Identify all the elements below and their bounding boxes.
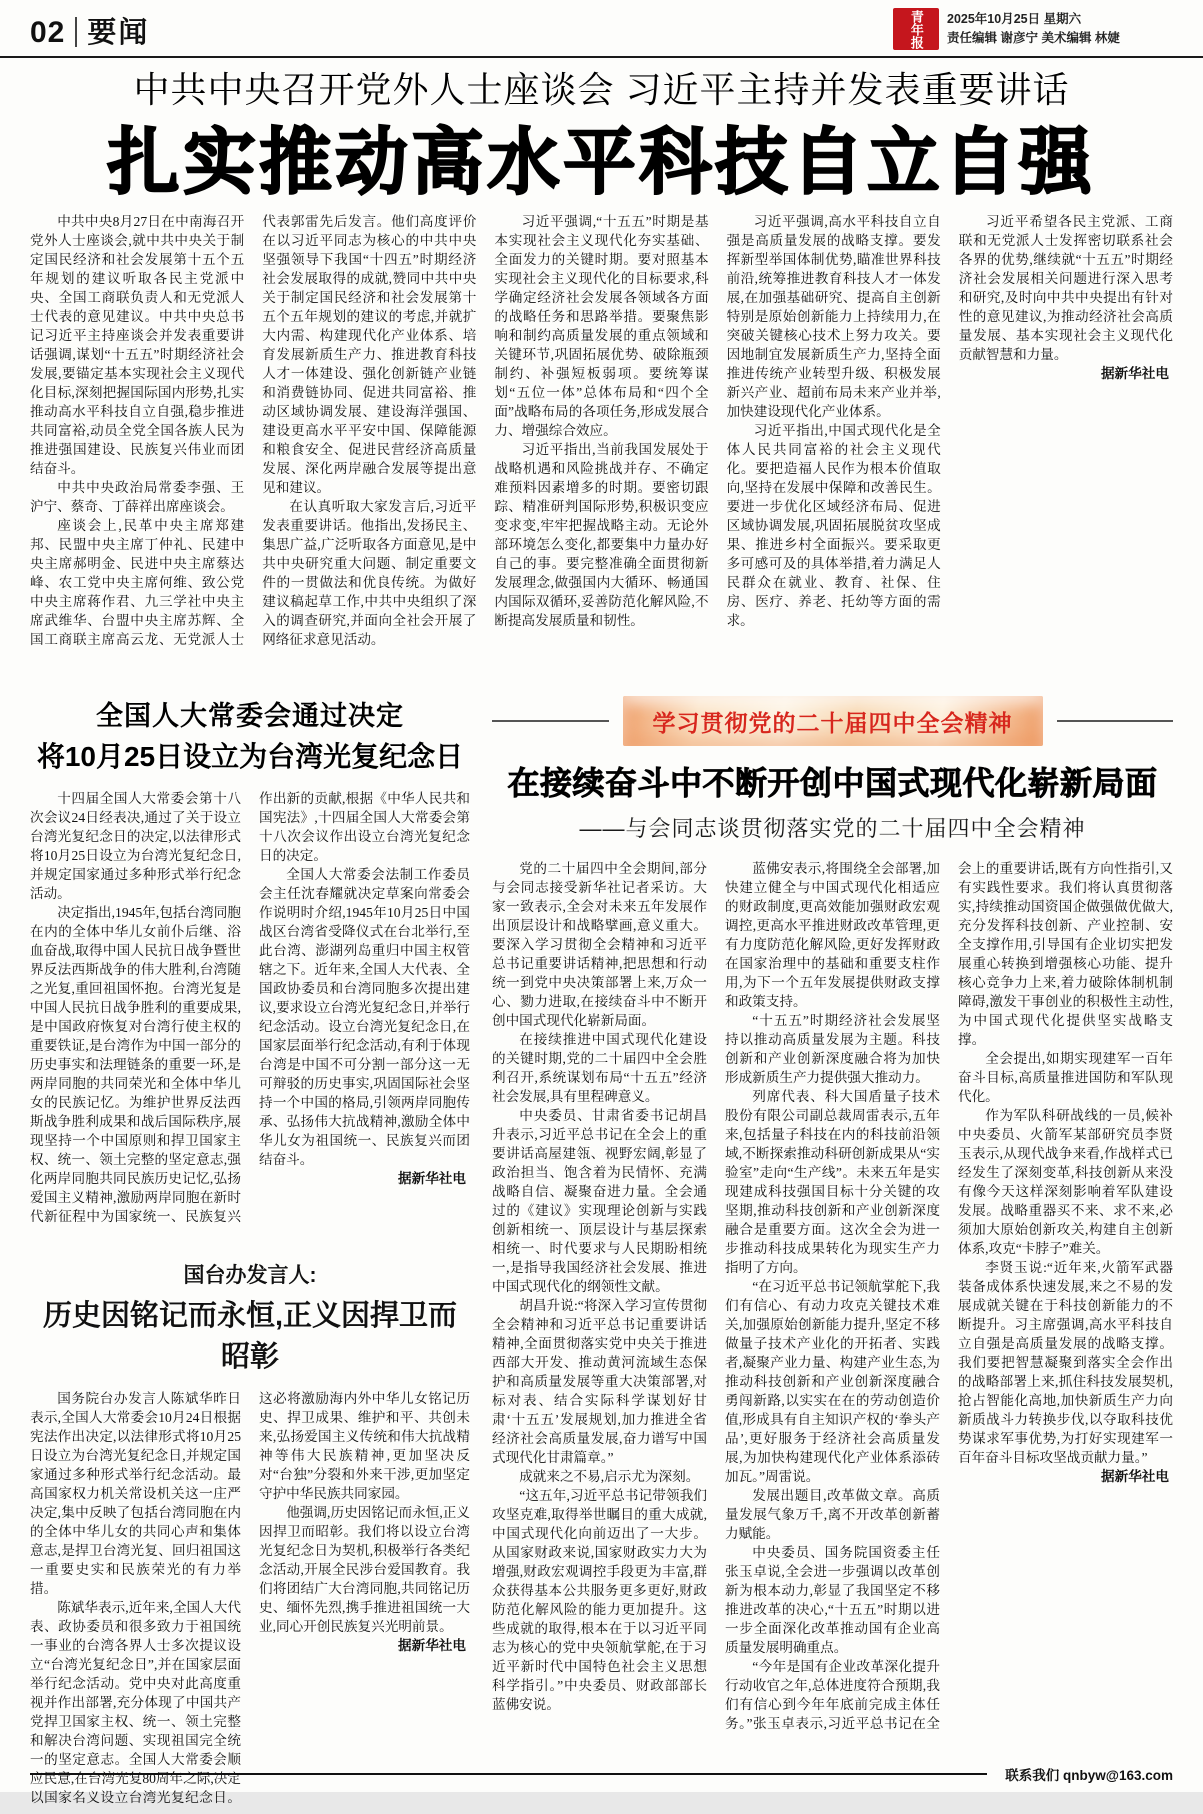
lead-article-headline: 扎实推动高水平科技自立自强 (107, 123, 1096, 203)
paragraph: 中共中央政治局常委李强、王沪宁、蔡奇、丁薛祥出席座谈会。 (30, 480, 245, 514)
plenum-article-headline: 在接续奋斗中不断开创中国式现代化崭新局面 (507, 765, 1158, 801)
tao-article-headline: 历史因铭记而永恒,正义因捍卫而昭彰 (42, 1300, 458, 1373)
page-header-right (893, 8, 1120, 50)
paragraph: 党的二十届四中全会期间,部分与会同志接受新华社记者采访。大家一致表示,全会对未来五年发展作出顶层设计和战略擘画,意义重大。要深入学习贯彻全会精神和习近平总书记重要讲话精神,把思想和行动统一到党中央决策部署上来,万众一心、勠力进取,在接续奋斗中不断开创中国式现代化崭新局面。 (492, 861, 707, 1028)
paragraph: 决定指出,1945年,包括台湾同胞在内的全体中华儿女前仆后继、浴血奋战,取得中国人民抗日战争暨世界反法西斯战争的伟大胜利,台湾随之光复,重回祖国怀抱。台湾光复是中国人民抗日战争胜利的重要成果,是中国政府恢复对台湾行使主权的重要铁证,是台湾作为中国一部分的历史事实和法理链条的重要一环,是两岸同胞的共同荣光和全体中华儿女的民族记忆。为维护世界反法西斯战争胜利成果和战后国际秩序,展现坚持一个中国原则和捍卫国家主权、统一、领土完整的坚定意志,强化两岸同胞共同民族历史记忆,弘扬爱国主义精神,激励两岸同胞在新时代新征程中为国家统一、民族复兴作出新的贡献,根据《中华人民共和国宪法》,十四届全国人大常委会第十八次会议作出设立台湾光复纪念日的决定。 (30, 791, 470, 1224)
paragraph: “今年是国有企业改革深化提升行动收官之年,总体进度符合预期,我们有信心到今年年底前完成主体任务。”张玉卓表示,习近平总书记在全会上的重要讲话,既有方向性指引,又有实践性要求。我们将认真贯彻落实,持续推动国资国企做强做优做大,充分发挥科技创新、产业控制、安全支撑作用,引导国有企业切实把发展重心转换到增强核心功能、提升核心竞争力上来,着力破除体制机制障碍,激发干事创业的积极性主动性,为中国式现代化提供坚实战略支撑。 (725, 861, 1173, 1731)
banner-left-rule (492, 720, 609, 722)
paragraph: 中央委员、甘肃省委书记胡昌升表示,习近平总书记在全会上的重要讲话高屋建瓴、视野宏阔,彰显了政治担当、饱含着为民情怀、充满战略自信、凝聚奋进力量。全会通过的《建议》实现理论创新与实践创新相统一、顶层设计与基层探索相统一、时代要求与人民期盼相统一,是指导我国经济社会发展、推进中国式现代化的纲领性文献。 (492, 1108, 707, 1294)
paragraph: 蓝佛安表示,将围绕全会部署,加快建立健全与中国式现代化相适应的财政制度,更高效能加强财政宏观调控,更高水平推进财政改革管理,更有力度防范化解风险,更好发挥财政在国家治理中的基础和重要支柱作用,为下一个五年发展提供财政支撑和政策支持。 (725, 861, 940, 1009)
paragraph: 习近平强调,“十五五”时期是基本实现社会主义现代化夯实基础、全面发力的关键时期。要对照基本实现社会主义现代化的目标要求,科学确定经济社会发展各领域各方面的战略任务和思路举措。要聚焦影响和制约高质量发展的重点领域和关键环节,巩固拓展优势、破除瓶颈制约、补强短板弱项。要统筹谋划“五位一体”总体布局和“四个全面”战略布局的各项任务,形成发展合力、增强综合效应。 (494, 214, 709, 438)
plenum-article-body (492, 859, 1173, 1739)
taiwan-article-headline-line2: 将10月25日设立为台湾光复纪念日 (36, 741, 464, 772)
paragraph: 胡昌升说:“将深入学习宣传贯彻全会精神和习近平总书记重要讲话精神,全面贯彻落实党中央关于推进西部大开发、推动黄河流域生态保护和高质量发展等重大决策部署,对标对表、结合实际科学谋划好甘肃‘十五五’发展规划,加力推进全省经济社会高质量发展,奋力谱写中国式现代化甘肃篇章。” (492, 1298, 707, 1465)
taiwan-article-byline: 据新华社电 (398, 1171, 466, 1186)
paragraph: 习近平指出,当前我国发展处于战略机遇和风险挑战并存、不确定难预料因素增多的时期。要密切跟踪、精准研判国际形势,积极识变应变求变,牢牢把握战略主动。无论外部环境怎么变化,都要集中力量办好自己的事。要完整准确全面贯彻新发展理念,做强国内大循环、畅通国内国际双循环,妥善防范化解风险,不断提高发展质量和韧性。 (494, 442, 709, 628)
tao-article-paragraphs (30, 1389, 470, 1814)
lead-article-body (30, 212, 1173, 664)
taiwan-article-body (30, 789, 470, 1241)
taiwan-article (30, 694, 470, 1241)
page-number: 02 (30, 16, 66, 49)
lead-article-paragraphs (30, 212, 1173, 664)
lead-article-kicker: 中共中央召开党外人士座谈会 习近平主持并发表重要讲话 (133, 69, 1070, 110)
tao-article-byline: 据新华社电 (398, 1638, 466, 1653)
paragraph: 中共中央8月27日在中南海召开党外人士座谈会,就中共中央关于制定国民经济和社会发展第十五个五年规划的建议听取各民主党派中央、全国工商联负责人和无党派人士代表的意见建议。中共中央总书记习近平主持座谈会并发表重要讲话强调,谋划“十五五”时期经济社会发展,要锚定基本实现社会主义现代化目标,深刻把握国际国内形势,扎实推动高水平科技自立自强,稳步推进共同富裕,动员全党全国各族人民为推进强国建设、民族复兴伟业而团结奋斗。 (30, 214, 245, 476)
paragraph: 列席代表、科大国盾量子技术股份有限公司副总裁周雷表示,五年来,包括量子科技在内的科技前沿领域,不断探索推动科研创新成果从“实验室”走向“生产线”。未来五年是实现建成科技强国目标十分关键的攻坚期,推动科技创新和产业创新深度融合是重要方面。这次全会为进一步推动科技成果转化为现实生产力指明了方向。 (725, 1089, 940, 1275)
paragraph: 他强调,历史因铭记而永恒,正义因捍卫而昭彰。我们将以设立台湾光复纪念日为契机,积极举行各类纪念活动,开展全民涉台爱国教育。我们将团结广大台湾同胞,共同铭记历史、缅怀先烈,携手推进祖国统一大业,同心开创民族复兴光明前景。 (259, 1505, 470, 1634)
paragraph: 习近平指出,中国式现代化是全体人民共同富裕的社会主义现代化。要把造福人民作为根本价值取向,坚持在发展中保障和改善民生。要进一步优化区域经济布局、促进区域协调发展,巩固拓展脱贫攻坚成果、推进乡村全面振兴。要采取更多可感可及的具体举措,着力满足人民群众在就业、教育、社保、住房、医疗、养老、托幼等方面的需求。 (726, 423, 941, 628)
plenum-article (492, 690, 1173, 1768)
section-title: 要闻 (87, 17, 150, 49)
paragraph: 十四届全国人大常委会第十八次会议24日经表决,通过了关于设立台湾光复纪念日的决定,以法律形式将10月25日设立为台湾光复纪念日,并规定国家通过多种形式举行纪念活动。 (30, 791, 241, 901)
paragraph: 李贤玉说:“近年来,火箭军武器装备成体系快速发展,来之不易的发展成就关键在于科技创新能力的不断提升。习主席强调,高水平科技自立自强是高质量发展的战略支撑。我们要把智慧凝聚到落实全会作出的战略部署上来,抓住科技发展契机,抢占智能化高地,加快新质生产力向新质战斗力转换步伐,以夺取科技优势谋求军事优势,为打好实现建军一百年奋斗目标攻坚战贡献力量。” (958, 1260, 1173, 1465)
paragraph: 习近平希望各民主党派、工商联和无党派人士发挥密切联系社会各界的优势,继续就“十五五”时期经济社会发展相关问题进行深入思考和研究,及时向中共中央提出有针对性的意见建议,为推动经济社会高质量发展、基本实现社会主义现代化贡献智慧和力量。 (958, 214, 1173, 362)
page-header (0, 0, 1203, 58)
plenum-banner (623, 696, 1043, 746)
lead-article-byline: 据新华社电 (1100, 366, 1169, 381)
date-line: 2025年10月25日 星期六 (947, 11, 1082, 26)
tao-article-body (30, 1389, 470, 1814)
paragraph: 成就来之不易,启示尤为深刻。 (519, 1469, 700, 1484)
footer-rule (30, 1773, 987, 1775)
page-header-left (30, 10, 149, 51)
footer-contact: 联系我们 qnbyw@163.com (1005, 1768, 1173, 1783)
left-column (30, 690, 470, 1805)
plenum-banner-label: 学习贯彻党的二十届四中全会精神 (652, 709, 1013, 736)
paragraph: “十五五”时期经济社会发展坚持以推动高质量发展为主题。科技创新和产业创新深度融合将为加快形成新质生产力提供强大推动力。 (725, 1013, 940, 1085)
paragraph: 国务院台办发言人陈斌华昨日表示,全国人大常委会10月24日根据宪法作出决定,以法律形式将10月25日设立为台湾光复纪念日,并规定国家通过多种形式举行纪念活动。最高国家权力机关常设机关这一庄严决定,集中反映了包括台湾同胞在内的全体中华儿女的共同心声和集体意志,是捍卫台湾光复、回归祖国这一重要史实和民族荣光的有力举措。 (30, 1391, 241, 1596)
tao-article-kicker: 国台办发言人: (183, 1264, 317, 1287)
banner-right-rule (1057, 720, 1174, 722)
paragraph: 发展出题目,改革做文章。高质量发展气象万千,离不开改革创新蓄力赋能。 (725, 1488, 940, 1541)
plenum-article-subtitle: ——与会同志谈贯彻落实党的二十届四中全会精神 (579, 816, 1086, 841)
paragraph: 作为军队科研战线的一员,候补中央委员、火箭军某部研究员李贤玉表示,从现代战争来看,作战样式已经发生了深刻变革,科技创新从来没有像今天这样深刻影响着军队建设发展。战略重器买不来、求不来,必须加大原始创新攻关,构建自主创新体系,攻克“卡脖子”难关。 (958, 1108, 1173, 1256)
paragraph: “在习近平总书记领航掌舵下,我们有信心、有动力攻克关键技术难关,加强原始创新能力提升,坚定不移做量子技术产业化的开拓者、实践者,凝聚产业力量、构建产业生态,为推动科技创新和产业创新深度融合勇闯新路,以实实在在的劳动创造价值,形成具有自主知识产权的‘拳头产品’,更好服务于经济社会高质量发展,为加快构建现代化产业体系添砖加瓦。”周雷说。 (725, 1279, 940, 1484)
plenum-banner-row (492, 696, 1173, 746)
tao-article (30, 1259, 470, 1814)
masthead-logo: 青年报 (893, 8, 939, 50)
paragraph: 中央委员、国务院国资委主任张玉卓说,全会进一步强调以改革创新为根本动力,彰显了我国坚定不移推进改革的决心,“十五五”时期以进一步全面深化改革推动国有企业高质量发展明确重点。 (725, 1545, 940, 1655)
paragraph: 全会提出,如期实现建军一百年奋斗目标,高质量推进国防和军队现代化。 (958, 1051, 1173, 1104)
plenum-article-paragraphs (492, 859, 1173, 1739)
paragraph: 在认真听取大家发言后,习近平发表重要讲话。他指出,发扬民主、集思广益,广泛听取各方面意见,是中共中央研究重大问题、制定重要文件的一贯做法和优良传统。为做好建议稿起草工作,中共中央组织了深入的调查研究,并面向全社会开展了网络征求意见活动。 (262, 499, 477, 647)
paragraph: “这五年,习近平总书记带领我们攻坚克难,取得举世瞩目的重大成就,中国式现代化向前迈出了一大步。从国家财政来说,国家财政实力大为增强,财政宏观调控手段更为丰富,群众获得基本公共服务更多更好,财政防范化解风险的能力更加提升。这些成就的取得,根本在于以习近平同志为核心的党中央领航掌舵,在于习近平新时代中国特色社会主义思想科学指引。”中央委员、财政部部长蓝佛安说。 (492, 1488, 707, 1712)
page-footer (30, 1764, 1173, 1784)
taiwan-article-headline-line1: 全国人大常委会通过决定 (96, 701, 404, 731)
paragraph: 习近平强调,高水平科技自立自强是高质量发展的战略支撑。要发挥新型举国体制优势,瞄准世界科技前沿,统筹推进教育科技人才一体发展,在加强基础研究、提高自主创新特别是原始创新能力上持续用力,在突破关键核心技术上努力攻关。要因地制宜发展新质生产力,坚持全面推进传统产业转型升级、积极发展新兴产业、超前布局未来产业并举,加快建设现代化产业体系。 (726, 214, 941, 419)
editors-line: 责任编辑 谢彦宁 美术编辑 林婕 (947, 31, 1120, 45)
header-meta (947, 10, 1120, 49)
header-divider (75, 17, 77, 47)
paragraph: 座谈会上,民革中央主席郑建邦、民盟中央主席丁仲礼、民建中央主席郝明金、民进中央主席蔡达峰、农工党中央主席何维、致公党中央主席蒋作君、九三学社中央主席武维华、台盟中央主席苏辉、全国工商联主席高云龙、无党派人士代表郭雷先后发言。他们高度评价在以习近平同志为核心的中共中央坚强领导下我国“十四五”时期经济社会发展取得的成就,赞同中共中央关于制定国民经济和社会发展第十五个五年规划的建议的考虑,并就扩大内需、构建现代化产业体系、培育发展新质生产力、推进教育科技人才一体建设、强化创新链产业链和消费链协同、促进共同富裕、推动区域协调发展、建设海洋强国、建设更高水平平安中国、保障能源和粮食安全、促进民营经济高质量发展、深化两岸融合发展等提出意见和建议。 (30, 214, 477, 647)
plenum-article-byline: 据新华社电 (1101, 1469, 1169, 1484)
paragraph: 全国人大常委会法制工作委员会主任沈春耀就决定草案向常委会作说明时介绍,1945年10月25日中国战区台湾省受降仪式在台北举行,至此台湾、澎湖列岛重归中国主权管辖之下。近年来,全国人大代表、全国政协委员和台湾同胞多次提出建议,要求设立台湾光复纪念日,并举行纪念活动。设立台湾光复纪念日,在国家层面举行纪念活动,有利于体现台湾是中国不可分割一部分这一无可辩驳的历史事实,巩固国际社会坚持一个中国的格局,引领两岸同胞传承、弘扬伟大抗战精神,激励全体中华儿女为祖国统一、民族复兴而团结奋斗。 (259, 867, 470, 1167)
paragraph: 在接续推进中国式现代化建设的关键时期,党的二十届四中全会胜利召开,系统谋划布局“十五五”经济社会发展,具有里程碑意义。 (492, 1032, 707, 1104)
paragraph: 陈斌华表示,近年来,全国人大代表、政协委员和很多致力于祖国统一事业的台湾各界人士多次提议设立“台湾光复纪念日”,并在国家层面举行纪念活动。党中央对此高度重视并作出部署,充分体现了中国共产党捍卫国家主权、统一、领土完整和解决台湾问题、实现祖国完全统一的坚定意志。全国人大常委会顺应民意,在台湾光复80周年之际,决定以国家名义设立台湾光复纪念日。这必将激励海内外中华儿女铭记历史、捍卫成果、维护和平、共创未来,弘扬爱国主义传统和伟大抗战精神等伟大民族精神,更加坚决反对“台独”分裂和外来干涉,更加坚定守护中华民族共同家园。 (30, 1391, 470, 1805)
